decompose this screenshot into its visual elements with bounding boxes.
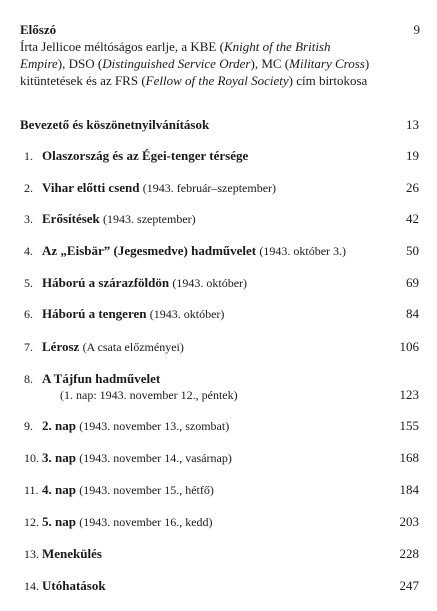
chapter-entry bbox=[24, 514, 419, 530]
chapter-page-number: 203 bbox=[399, 514, 419, 529]
chapter-number: 1. bbox=[24, 149, 33, 163]
chapter-number: 10. bbox=[24, 451, 39, 465]
chapter-title: Háború a szárazföldön bbox=[42, 275, 170, 290]
foreword-author-line: Írta Jellicoe méltóságos earlje, a KBE (Knight of the British Empire), DSO (Distinguished Service Order), MC (Military Cross) kitüntetések és az FRS (Fellow of the Royal Society) cím birtokosa bbox=[20, 39, 370, 88]
intro-entry bbox=[20, 117, 419, 133]
chapter-title: Erősítések bbox=[42, 211, 100, 226]
chapter-page-number: 42 bbox=[406, 211, 419, 226]
chapter-number: 13. bbox=[24, 547, 39, 561]
intro-title: Bevezető és köszönetnyilvánítások bbox=[20, 117, 210, 132]
chapter-page-number: 26 bbox=[406, 180, 419, 195]
chapter-subtitle: (1943. november 16., kedd) bbox=[79, 515, 213, 529]
chapter-subtitle: (A csata előzményei) bbox=[82, 340, 184, 354]
chapter-title: Az „Eisbär” (Jegesmedve) hadművelet bbox=[42, 243, 257, 258]
chapter-title: Utóhatások bbox=[42, 578, 106, 593]
chapter-subtitle: (1943. november 13., szombat) bbox=[79, 419, 230, 433]
chapter-number: 7. bbox=[24, 340, 33, 354]
chapter-page-number: 228 bbox=[399, 546, 419, 561]
chapter-title: 5. nap bbox=[42, 514, 76, 529]
chapter-number: 4. bbox=[24, 244, 33, 258]
chapter-entry bbox=[24, 339, 419, 355]
chapter-entry bbox=[24, 546, 419, 562]
foreword-page-number: 9 bbox=[413, 22, 420, 37]
chapter-entry bbox=[24, 482, 419, 498]
chapter-page-number: 106 bbox=[399, 339, 419, 354]
intro-page-number: 13 bbox=[406, 117, 419, 132]
chapter-number: 5. bbox=[24, 276, 33, 290]
chapter-number: 8. bbox=[24, 372, 33, 386]
chapter-title: 3. nap bbox=[42, 450, 76, 465]
chapter-entry bbox=[24, 275, 419, 291]
chapter-title: Lérosz bbox=[42, 339, 80, 354]
chapter-entry bbox=[24, 243, 419, 259]
chapter-entry bbox=[24, 148, 419, 164]
chapter-number: 12. bbox=[24, 515, 39, 529]
chapter-subtitle: (1. nap: 1943. november 12., péntek) bbox=[60, 388, 238, 402]
chapter-page-number: 168 bbox=[399, 450, 419, 465]
chapter-number: 6. bbox=[24, 307, 33, 321]
chapter-title: 4. nap bbox=[42, 482, 76, 497]
chapter-number: 2. bbox=[24, 181, 33, 195]
chapter-title: Vihar előtti csend bbox=[42, 180, 140, 195]
chapter-page-number: 50 bbox=[406, 243, 419, 258]
chapter-entry bbox=[24, 306, 419, 322]
chapter-page-number: 69 bbox=[406, 275, 419, 290]
chapter-page-number: 123 bbox=[399, 387, 419, 402]
foreword-title: Előszó bbox=[20, 22, 57, 37]
chapter-entry bbox=[24, 371, 419, 403]
chapter-title: 2. nap bbox=[42, 418, 76, 433]
chapter-entry bbox=[24, 418, 419, 434]
chapter-subtitle: (1943. november 15., hétfő) bbox=[79, 483, 214, 497]
foreword-entry bbox=[20, 21, 420, 89]
chapter-title: Menekülés bbox=[42, 546, 102, 561]
chapter-page-number: 155 bbox=[399, 418, 419, 433]
chapter-number: 9. bbox=[24, 419, 33, 433]
chapter-page-number: 247 bbox=[399, 578, 419, 593]
chapter-entry bbox=[24, 211, 419, 227]
chapter-entry bbox=[24, 180, 419, 196]
chapter-subtitle: (1943. október) bbox=[149, 307, 225, 321]
chapter-title: Háború a tengeren bbox=[42, 306, 147, 321]
chapter-subtitle: (1943. november 14., vasárnap) bbox=[79, 451, 232, 465]
chapter-subtitle: (1943. szeptember) bbox=[103, 212, 196, 226]
chapter-subtitle: (1943. október 3.) bbox=[259, 244, 347, 258]
chapter-title: Olaszország és az Égei-tenger térsége bbox=[42, 148, 249, 163]
chapter-subtitle: (1943. október) bbox=[172, 276, 248, 290]
chapter-subtitle: (1943. február–szeptember) bbox=[142, 181, 277, 195]
chapter-number: 14. bbox=[24, 579, 39, 593]
chapter-page-number: 19 bbox=[406, 148, 419, 163]
chapter-entry bbox=[24, 578, 419, 594]
chapter-number: 3. bbox=[24, 212, 33, 226]
chapter-entry bbox=[24, 450, 419, 466]
chapter-page-number: 84 bbox=[406, 306, 419, 321]
chapter-title: A Tájfun hadművelet bbox=[42, 371, 161, 386]
chapter-number: 11. bbox=[24, 483, 39, 497]
chapter-page-number: 184 bbox=[399, 482, 419, 497]
